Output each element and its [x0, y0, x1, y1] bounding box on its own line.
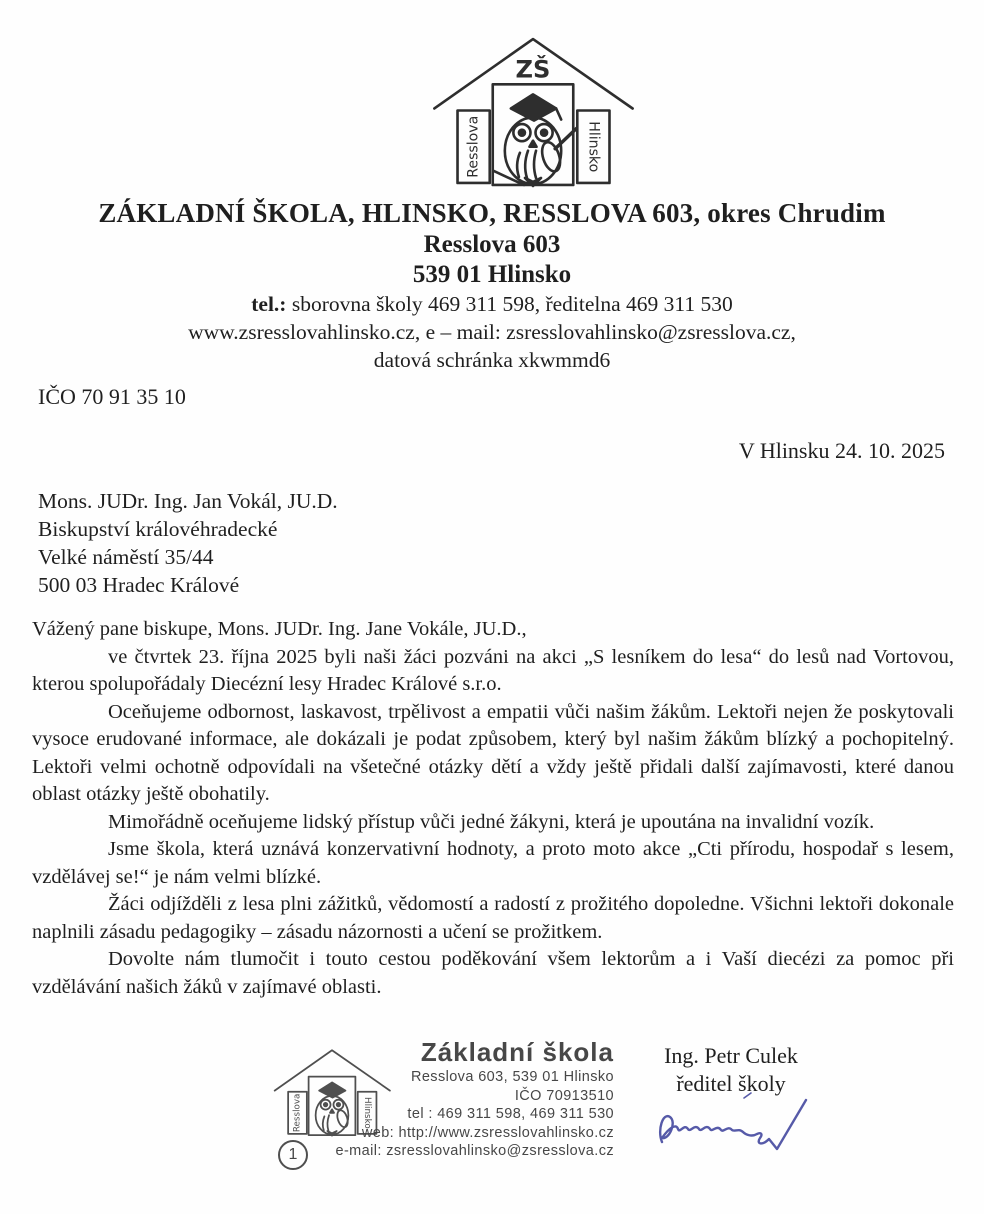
recipient-city: 500 03 Hradec Králové — [38, 573, 240, 597]
ico-number: IČO 70 91 35 10 — [38, 384, 186, 409]
stamp-web: web: http://www.zsresslovahlinsko.cz — [361, 1124, 614, 1141]
signer-name: Ing. Petr Culek — [664, 1043, 798, 1068]
phone-line — [0, 290, 984, 318]
recipient-street: Velké náměstí 35/44 — [38, 545, 214, 569]
body-paragraph: Jsme škola, která uznává konzervativní hodnoty, a proto moto akce „Cti přírodu, hospodař s lesem, vzdělávej se!“ je nám velmi blízké. — [32, 838, 954, 888]
body-paragraph: Žáci odjížděli z lesa plni zážitků, vědomostí a radostí z prožitého dopoledne. Všichni lektoři dokonale naplnili zásadu pedagogiky – zásadu názornosti a učení se prožitkem. — [32, 893, 954, 943]
letterhead — [0, 196, 984, 374]
logo-zs-label: ZŠ — [515, 55, 551, 84]
tel-label: tel.: — [251, 292, 287, 316]
salutation: Vážený pane biskupe, Mons. JUDr. Ing. Jane Vokále, JU.D., — [32, 618, 527, 640]
logo-hlinsko-label: Hlinsko — [585, 121, 602, 173]
body-paragraph: ve čtvrtek 23. října 2025 byli naši žáci pozváni na akci „S lesníkem do lesa“ do lesů nad Vortovou, kterou spolupořádaly Diecézní lesy Hradec Králové s.r.o. — [32, 645, 954, 695]
school-name: ZÁKLADNÍ ŠKOLA, HLINSKO, RESSLOVA 603, okres Chrudim — [98, 198, 886, 228]
recipient-institution: Biskupství královéhradecké — [38, 517, 278, 541]
stamp-text-block — [268, 1036, 614, 1161]
signer-title: ředitel školy — [676, 1071, 786, 1096]
stamp-ico: IČO 70913510 — [514, 1087, 614, 1104]
body-paragraph: Dovolte nám tlumočit i touto cestou poděkování všem lektorům a i Vaší diecézi za pomoc při vzdělávání našich žáků v zajímavé oblasti. — [32, 948, 954, 998]
stamp-badge-number: 1 — [278, 1140, 308, 1170]
stamp-logo-hlinsko-label: Hlinsko — [362, 1096, 373, 1129]
stamp-address: Resslova 603, 539 01 Hlinsko — [410, 1069, 614, 1085]
web-email-line: www.zsresslovahlinsko.cz, e – mail: zsresslovahlinsko@zsresslova.cz, — [188, 320, 796, 344]
handwritten-signature — [648, 1086, 816, 1164]
recipient-name: Mons. JUDr. Ing. Jan Vokál, JU.D. — [38, 489, 338, 513]
logo-resslova-label: Resslova — [465, 115, 482, 178]
stamp-email: e-mail: zsresslovahlinsko@zsresslova.cz — [335, 1143, 614, 1159]
stamp-logo-resslova-label: Resslova — [292, 1093, 303, 1133]
school-logo-house-owl-icon — [426, 32, 640, 188]
body-paragraph: Oceňujeme odbornost, laskavost, trpělivost a empatii vůči našim žákům. Lektoři nejen že poskytovali vysoce erudované informace, ale dokázali je podat způsobem, který byl našim žákům blízký a pochopitelný. Lektoři velmi ochotně odpovídali na všetečné otázky dětí a vždy ještě přidali další zajímavosti, které danou oblast otázky ještě obohatily. — [32, 700, 954, 805]
databox-line: datová schránka xkwmmd6 — [373, 348, 611, 372]
letter-body — [32, 616, 954, 1001]
recipient-address — [38, 487, 338, 599]
tel-numbers: sborovna školy 469 311 598, ředitelna 469 311 530 — [286, 292, 733, 316]
place-and-date: V Hlinsku 24. 10. 2025 — [738, 438, 945, 463]
school-street: Resslova 603 — [423, 231, 561, 258]
stamp-tel: tel : 469 311 598, 469 311 530 — [407, 1106, 614, 1122]
body-paragraph: Mimořádně oceňujeme lidský přístup vůči jedné žákyni, která je upoutána na invalidní vozík. — [108, 810, 875, 833]
school-rubber-stamp — [268, 1036, 614, 1176]
stamp-school-title: Základní škola — [420, 1037, 614, 1067]
school-postal-city: 539 01 Hlinsko — [412, 261, 572, 288]
